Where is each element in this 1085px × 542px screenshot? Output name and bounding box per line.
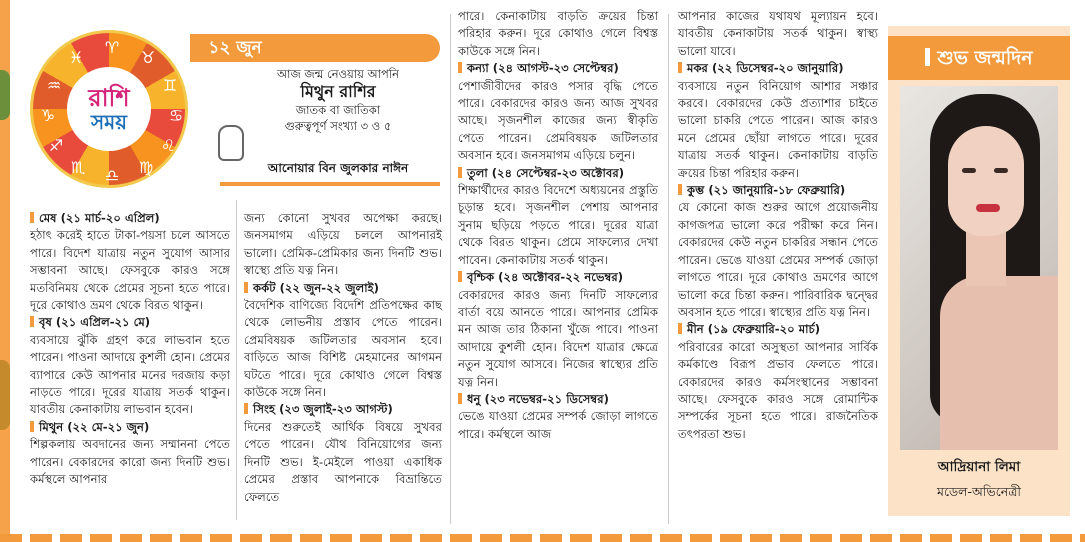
horoscope-entry xyxy=(678,321,878,443)
horoscope-entry xyxy=(30,210,230,314)
palm-icon xyxy=(218,125,244,161)
celebrity-role: মডেল-অভিনেত্রী xyxy=(937,484,1021,499)
sign-heading: মীন (১৯ ফেব্রুয়ারি-২০ মার্চ) xyxy=(678,321,878,338)
zodiac-wheel-logo xyxy=(30,30,188,188)
logo-text-rashi: রাশি xyxy=(88,83,130,112)
author-name: আনোয়ার বিন জুলকার নাঈন xyxy=(267,161,409,175)
photo-eye xyxy=(962,168,976,173)
sign-heading: কুম্ভ (২১ জানুয়ারি-১৮ ফেব্রুয়ারি) xyxy=(678,182,878,199)
photo-shoulder xyxy=(940,276,1058,450)
sign-heading: বৃষ (২১ এপ্রিল-২১ মে) xyxy=(30,314,230,331)
sign-heading: কর্কট (২২ জুন-২২ জুলাই) xyxy=(244,280,442,297)
sign-heading: মিথুন (২২ মে-২১ জুন) xyxy=(30,419,230,436)
logo-center xyxy=(67,67,151,151)
photo-lips xyxy=(976,204,1000,212)
horoscope-entry xyxy=(30,314,230,418)
horoscope-column-2 xyxy=(244,210,442,506)
horoscope-entry xyxy=(458,391,658,443)
jatak-text: জাতক বা জাতিকা xyxy=(295,103,381,117)
horoscope-entry xyxy=(678,60,878,182)
horoscope-column-1 xyxy=(30,210,230,489)
sign-heading: ধনু (২৩ নভেম্বর-২১ ডিসেম্বর) xyxy=(458,391,658,408)
sign-text: ব্যবসায়ে নতুন বিনিয়োগ আশার সঞ্চার করবে। বেকারদের কেউ প্রত্যাশার চাইতে ভালো চাকরি পেতে পারেন। আজ কারও মনে প্রেমের ছোঁয়া লাগতে পারে। দূরের যাত্রায় সতর্ক থাকুন। কেনাকাটায় বাড়তি ক্রয়ের চিন্তা পরিহার করুন। xyxy=(678,78,878,180)
column-divider xyxy=(668,14,669,524)
sign-text: ভেঙে যাওয়া প্রেমের সম্পর্ক জোড়া লাগতে পারে। কর্মস্থলে আজ xyxy=(458,409,658,441)
sign-text: ব্যবসায়ে ঝুঁকি গ্রহণ করে লাভবান হতে পারেন। পাওনা আদায়ে কুশলী হোন। প্রেমের ব্যাপারে কেউ আপনার মনের দরজায় কড়া নাড়তে পারে। দূরের যাত্রায় সতর্ক থাকুন। যাবতীয় কেনাকাটায় লাভবান হবেন। xyxy=(30,332,230,417)
aries-icon: ♈ xyxy=(104,38,120,57)
sign-text: যে কোনো কাজ শুরুর আগে প্রয়োজনীয় কাগজপত্র ভালো করে পরীক্ষা করে নিন। বেকারদের কেউ নতুন চাকরির সন্ধান পেতে পারেন। ভেঙে যাওয়া প্রেমের সম্পর্ক জোড়া লাগতে পারে। দূরে কোথাও ভ্রমণের আগে ভালো করে চিন্তা করুন। পারিবারিক দ্বন্দ্বের অবসান হতে পারে। স্বাস্থ্যের প্রতি যত্ন নিন। xyxy=(678,200,878,319)
sign-heading: সিংহ (২৩ জুলাই-২৩ আগস্ট) xyxy=(244,401,442,418)
sign-text: দিনের শুরুতেই আর্থিক বিষয়ে সুখবর পেতে পারেন। যৌথ বিনিয়োগের জন্য দিনটি শুভ। ই-মেইলে পাওয়া একাধিক প্রেমের প্রস্তাব আপনাকে বিভ্রান্তিতে ফেলতে xyxy=(244,419,442,504)
horoscope-column-3 xyxy=(458,8,658,443)
capricorn-icon: ♑ xyxy=(40,106,56,125)
logo-text-somoy: সময় xyxy=(90,110,128,134)
sign-heading: মেষ (২১ মার্চ-২০ এপ্রিল) xyxy=(30,210,230,227)
plant-decoration xyxy=(0,70,10,120)
continued-text: পারে। কেনাকাটায় বাড়তি ক্রয়ের চিন্তা পরিহার করুন। দূরে কোথাও গেলে বিশ্বস্ত কাউকে সঙ্গে নিন। xyxy=(458,9,658,58)
horoscope-entry xyxy=(458,269,658,391)
sign-heading: মকর (২২ ডিসেম্বর-২০ জানুয়ারি) xyxy=(678,60,878,77)
pisces-icon: ♓ xyxy=(68,48,84,67)
date-label: ১২ জুন xyxy=(208,38,262,58)
continued-text: আপনার কাজের যথাযথ মূল্যায়ন হবে। যাবতীয় কেনাকাটায় সতর্ক থাকুন। স্বাস্থ্য ভালো যাবে। xyxy=(678,9,878,58)
sign-text: হঠাৎ করেই হাতে টাকা-পয়সা চলে আসতে পারে। বিদেশ যাত্রায় নতুন সুযোগ আসার সম্ভাবনা আছে। ফেসবুকে কারও সঙ্গে মতবিনিময় থেকে প্রেমের সূচনা হতে পারে। দূরে কোথাও ভ্রমণ থেকে বিরত থাকুন। xyxy=(30,228,230,313)
plant-decoration xyxy=(0,360,10,430)
horoscope-column-4 xyxy=(678,8,878,443)
horoscope-entry xyxy=(678,182,878,321)
sign-text: বৈদেশিক বাণিজ্যে বিদেশি প্রতিপক্ষের কাছ থেকে লোভনীয় প্রস্তাব পেতে পারেন। প্রেমবিষয়ক জটিলতার অবসান হবে। বাড়িতে আজ বিশিষ্ট মেহমানের আগমন ঘটতে পারে। দূরে কোথাও গেলে বিশ্বস্ত কাউকে সঙ্গে নিন। xyxy=(244,298,442,400)
scorpio-icon: ♏ xyxy=(70,158,86,177)
taurus-icon: ♉ xyxy=(140,48,156,67)
column-divider xyxy=(450,14,451,524)
left-edge-decoration xyxy=(0,0,10,542)
aquarius-icon: ♒ xyxy=(46,76,62,95)
bottom-border xyxy=(0,534,1085,542)
intro-text: আজ জন্ম নেওয়ায় আপনি xyxy=(277,67,399,81)
celebrity-name: আদ্রিয়ানা লিমা xyxy=(937,459,1021,475)
sign-heading: বৃশ্চিক (২৪ অক্টোবর-২২ নভেম্বর) xyxy=(458,269,658,286)
sign-text: বেকারদের কারও জন্য দিনটি সাফল্যের বার্তা বয়ে আনতে পারে। আপনার প্রেমিক মন আজ তার ঠিকানা খুঁজে পাবে। পাওনা আদায়ে কুশলী হোন। বিদেশ যাত্রার ক্ষেত্রে নতুন সুযোগ আসবে। নিজের স্বাস্থ্যের প্রতি যত্ন নিন। xyxy=(458,287,658,389)
lucky-numbers: গুরুত্বপূর্ণ সংখ্যা ৩ ও ৫ xyxy=(284,119,392,133)
continued-text: জন্য কোনো সুখবর অপেক্ষা করছে। জনসমাগম এড়িয়ে চললে আপনারই ভালো। প্রেমিক-প্রেমিকার জন্য দিনটি শুভ। স্বাস্থ্যে প্রতি যত্ন নিন। xyxy=(244,211,442,278)
virgo-icon: ♍ xyxy=(138,158,154,177)
libra-icon: ♎ xyxy=(104,166,120,185)
leo-icon: ♌ xyxy=(160,136,176,155)
celebrity-photo xyxy=(900,86,1058,450)
gemini-icon: ♊ xyxy=(162,76,178,95)
horoscope-entry xyxy=(30,419,230,489)
sign-text: শিল্পকলায় অবদানের জন্য সম্মাননা পেতে পারেন। বেকারদের কারো জন্য দিনটি শুভ। কর্মস্থলে আপনার xyxy=(30,437,230,487)
column-divider xyxy=(236,200,237,520)
sign-heading: তুলা (২৪ সেপ্টেম্বর-২৩ অক্টোবর) xyxy=(458,165,658,182)
sagittarius-icon: ♐ xyxy=(48,136,64,155)
horoscope-entry xyxy=(244,401,442,505)
birthday-title: শুভ জন্মদিন xyxy=(888,36,1070,80)
horoscope-entry xyxy=(458,165,658,269)
horoscope-entry xyxy=(458,60,658,164)
rashi-name: মিথুন রাশির xyxy=(300,82,376,101)
photo-face xyxy=(948,126,1024,236)
birthday-panel xyxy=(888,26,1070,516)
sign-text: শিক্ষার্থীদের কারও বিদেশে অধ্যয়নের প্রস্তুতি চূড়ান্ত হবে। সৃজনশীল পেশায় আপনার সুনাম ছড়িয়ে পড়তে পারে। দূরের যাত্রা থেকে বিরত থাকুন। প্রেমে সাফল্যের দেখা পাবেন। কেনাকাটায় সতর্ক থাকুন। xyxy=(458,183,658,267)
photo-eye xyxy=(994,168,1008,173)
header-divider xyxy=(220,182,440,186)
sign-text: পরিবারের কারো অসুস্থতা আপনার সার্বিক কর্মকাণ্ডে বিরূপ প্রভাব ফেলতে পারে। বেকারদের কারও কর্মসংস্থানের সম্ভাবনা আছে। ফেসবুকে কারও সঙ্গে রোমান্টিক সম্পর্কের সূচনা হতে পারে। রাজনৈতিক তৎপরতা শুভ। xyxy=(678,339,878,441)
sign-text: পেশাজীবীদের কারও পসার বৃদ্ধি পেতে পারে। বেকারদের কারও জন্য আজ সুখবর আছে। সৃজনশীল কাজের জন্য স্বীকৃতি পেতে পারেন। প্রেমবিষয়ক জটিলতার অবসান হবে। জনসমাগম এড়িয়ে চলুন। xyxy=(458,78,658,163)
horoscope-entry xyxy=(244,280,442,402)
sign-heading: কন্যা (২৪ আগস্ট-২৩ সেপ্টেম্বর) xyxy=(458,60,658,77)
cancer-icon: ♋ xyxy=(168,106,184,125)
